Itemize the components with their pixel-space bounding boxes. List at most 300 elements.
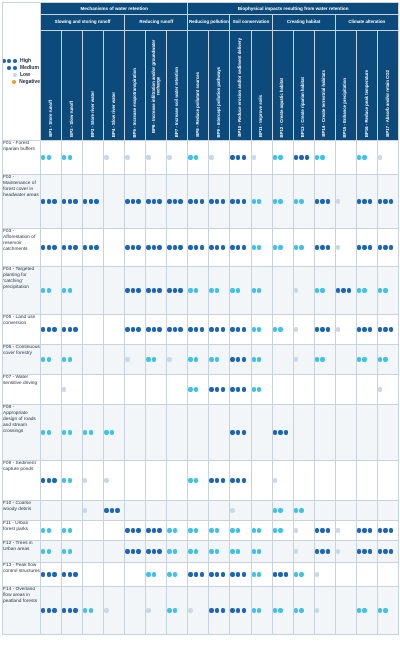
rating-cell	[62, 267, 83, 315]
rating-dot	[221, 387, 225, 391]
header-mechanisms: Mechanisms of water retention	[41, 3, 188, 15]
rating-cell	[251, 521, 272, 541]
row-label: F12 - Trees in Urban areas	[3, 541, 41, 563]
rating-cell	[41, 315, 62, 345]
bp-label: BP12 - Create aquatic habitat	[279, 77, 285, 137]
rating-cell	[377, 541, 398, 563]
rating-dot	[200, 245, 204, 249]
rating-dot	[242, 608, 246, 612]
rating-cell	[251, 405, 272, 461]
rating-cell	[83, 175, 104, 229]
rating-dot	[215, 288, 219, 292]
rating-dot	[383, 357, 387, 361]
rating-dot	[146, 155, 150, 159]
rating-dot	[294, 155, 298, 159]
rating-dot	[157, 245, 161, 249]
rating-dot	[83, 199, 87, 203]
rating-dot	[362, 288, 366, 292]
rating-dot	[73, 608, 77, 612]
rating-dot	[167, 572, 171, 576]
rating-dot	[305, 155, 309, 159]
bp-column-header	[146, 31, 167, 141]
rating-dot	[236, 155, 240, 159]
rating-cell	[356, 587, 377, 635]
rating-dot	[62, 608, 66, 612]
rating-cell	[356, 563, 377, 587]
rating-dot	[368, 528, 372, 532]
bp-column-header	[209, 31, 230, 141]
rating-dot	[62, 478, 66, 482]
rating-dot	[362, 549, 366, 553]
rating-cell	[188, 229, 209, 267]
rating-cell	[272, 229, 293, 267]
rating-dot	[284, 572, 288, 576]
row-label: F11 - Urban forest parks	[3, 521, 41, 541]
rating-dot	[47, 608, 51, 612]
rating-cell	[356, 315, 377, 345]
rating-cell	[62, 563, 83, 587]
rating-dot	[357, 155, 361, 159]
rating-cell	[188, 587, 209, 635]
rating-dot	[299, 199, 303, 203]
rating-cell	[188, 563, 209, 587]
rating-dot	[41, 478, 45, 482]
rating-cell	[293, 267, 314, 315]
rating-cell	[167, 541, 188, 563]
rating-dot	[221, 608, 225, 612]
rating-dot	[242, 478, 246, 482]
rating-dot	[294, 288, 298, 292]
rating-cell	[146, 541, 167, 563]
rating-cell	[335, 267, 356, 315]
rating-cell	[377, 405, 398, 461]
bp-label: BP2 - Slow runoff	[68, 101, 74, 137]
rating-cell	[293, 175, 314, 229]
rating-cell	[251, 587, 272, 635]
rating-dot	[7, 66, 11, 70]
rating-dot	[215, 549, 219, 553]
bp-label: BP16 - Reduce peak temperature	[363, 69, 369, 137]
rating-cell	[146, 405, 167, 461]
rating-dot	[273, 528, 277, 532]
rating-cell	[83, 229, 104, 267]
rating-cell	[377, 345, 398, 375]
rating-dot	[152, 288, 156, 292]
bp-label: BP1 - Store runoff	[47, 100, 53, 137]
rating-cell	[314, 175, 335, 229]
rating-dot	[68, 327, 72, 331]
rating-cell	[335, 563, 356, 587]
bp-column-header	[167, 31, 188, 141]
rating-cell	[146, 375, 167, 405]
rating-dot	[326, 549, 330, 553]
rating-dot	[209, 357, 213, 361]
rating-cell	[293, 375, 314, 405]
rating-dot	[236, 608, 240, 612]
rating-dot	[131, 199, 135, 203]
rating-cell	[209, 175, 230, 229]
rating-cell	[125, 229, 146, 267]
rating-cell	[62, 345, 83, 375]
row-label: F03 - Afforestation of reservoir catchments	[3, 229, 41, 267]
rating-dot	[68, 608, 72, 612]
rating-dot	[136, 245, 140, 249]
rating-cell	[41, 405, 62, 461]
rating-dot	[136, 288, 140, 292]
rating-cell	[335, 345, 356, 375]
rating-dot	[320, 357, 324, 361]
rating-dot	[230, 327, 234, 331]
rating-dot	[194, 528, 198, 532]
rating-cell	[104, 315, 125, 345]
bp-column-header	[314, 31, 335, 141]
rating-dot	[209, 549, 213, 553]
rating-dot	[167, 199, 171, 203]
rating-dot	[357, 528, 361, 532]
rating-dot	[257, 572, 261, 576]
rating-dot	[357, 549, 361, 553]
row-label: F07 - Water sensitive driving	[3, 375, 41, 405]
rating-cell	[167, 267, 188, 315]
rating-dot	[357, 608, 361, 612]
row-label: F13 - Peak flow control structures	[3, 563, 41, 587]
rating-cell	[146, 175, 167, 229]
rating-dot	[357, 245, 361, 249]
rating-cell	[83, 501, 104, 521]
rating-dot	[315, 199, 319, 203]
rating-dot	[252, 327, 256, 331]
rating-cell	[125, 141, 146, 175]
rating-dot	[146, 528, 150, 532]
rating-cell	[41, 563, 62, 587]
rating-cell	[104, 521, 125, 541]
rating-dot	[378, 387, 382, 391]
rating-dot	[326, 528, 330, 532]
rating-dot	[257, 199, 261, 203]
rating-cell	[62, 501, 83, 521]
rating-dot	[341, 288, 345, 292]
rating-dot	[110, 430, 114, 434]
rating-dot	[188, 528, 192, 532]
rating-cell	[146, 345, 167, 375]
rating-dot	[194, 288, 198, 292]
rating-dot	[236, 245, 240, 249]
rating-cell	[167, 345, 188, 375]
legend	[3, 3, 41, 141]
rating-dot	[13, 59, 17, 63]
rating-dot	[230, 357, 234, 361]
rating-dot	[315, 608, 319, 612]
rating-dot	[152, 245, 156, 249]
rating-dot	[47, 245, 51, 249]
rating-dot	[236, 528, 240, 532]
rating-cell	[125, 175, 146, 229]
legend-label: Medium	[20, 65, 39, 71]
rating-dot	[167, 528, 171, 532]
rating-cell	[62, 375, 83, 405]
rating-cell	[293, 541, 314, 563]
rating-dot	[12, 80, 16, 84]
rating-dot	[115, 508, 119, 512]
rating-dot	[357, 288, 361, 292]
rating-dot	[252, 199, 256, 203]
rating-dot	[146, 549, 150, 553]
rating-cell	[125, 563, 146, 587]
rating-cell	[167, 229, 188, 267]
rating-dot	[294, 357, 298, 361]
rating-cell	[62, 587, 83, 635]
rating-dot	[336, 245, 340, 249]
subgroup-header: Soil conservation	[230, 15, 272, 31]
rating-cell	[83, 461, 104, 501]
rating-cell	[230, 587, 251, 635]
rating-dot	[157, 327, 161, 331]
rating-cell	[125, 541, 146, 563]
rating-cell	[272, 521, 293, 541]
rating-cell	[62, 461, 83, 501]
rating-dot	[315, 155, 319, 159]
rating-cell	[209, 315, 230, 345]
rating-dot	[68, 478, 72, 482]
rating-cell	[356, 461, 377, 501]
rating-dot	[236, 478, 240, 482]
rating-cell	[83, 521, 104, 541]
rating-cell	[377, 315, 398, 345]
legend-item	[3, 72, 40, 79]
bp-label: BP13 - Create riparian habitat	[300, 76, 306, 137]
rating-dot	[257, 245, 261, 249]
rating-cell	[314, 501, 335, 521]
rating-dot	[389, 199, 393, 203]
rating-dot	[368, 199, 372, 203]
rating-cell	[251, 345, 272, 375]
row-label: F08 - Appropriate design of roads and stream crossings	[3, 405, 41, 461]
rating-dot	[94, 245, 98, 249]
matrix-row	[3, 141, 399, 175]
rating-cell	[230, 315, 251, 345]
rating-dot	[62, 288, 66, 292]
rating-dot	[178, 245, 182, 249]
rating-dot	[294, 508, 298, 512]
rating-dot	[41, 430, 45, 434]
rating-cell	[314, 563, 335, 587]
rating-dot	[320, 549, 324, 553]
rating-cell	[104, 141, 125, 175]
rating-dot	[47, 572, 51, 576]
rating-cell	[230, 501, 251, 521]
rating-dot	[347, 288, 351, 292]
rating-dot	[215, 608, 219, 612]
matrix-row	[3, 405, 399, 461]
rating-dot	[3, 59, 6, 63]
rating-cell	[167, 563, 188, 587]
rating-dot	[278, 430, 282, 434]
rating-dot	[257, 357, 261, 361]
rating-cell	[251, 267, 272, 315]
rating-dot	[188, 327, 192, 331]
rating-cell	[272, 175, 293, 229]
rating-dot	[167, 245, 171, 249]
rating-cell	[335, 229, 356, 267]
rating-cell	[251, 563, 272, 587]
rating-cell	[377, 461, 398, 501]
rating-dot	[315, 245, 319, 249]
rating-cell	[167, 521, 188, 541]
rating-cell	[230, 461, 251, 501]
rating-dot	[83, 608, 87, 612]
rating-cell	[293, 587, 314, 635]
rating-dot	[62, 430, 66, 434]
rating-cell	[104, 587, 125, 635]
rating-dot	[41, 357, 45, 361]
rating-dot	[188, 549, 192, 553]
rating-dot	[383, 288, 387, 292]
rating-cell	[167, 141, 188, 175]
rating-cell	[230, 541, 251, 563]
rating-cell	[377, 501, 398, 521]
rating-dot	[125, 357, 129, 361]
rating-cell	[41, 375, 62, 405]
rating-dot	[383, 327, 387, 331]
rating-cell	[230, 563, 251, 587]
rating-cell	[377, 587, 398, 635]
rating-cell	[251, 141, 272, 175]
rating-cell	[209, 501, 230, 521]
rating-cell	[83, 563, 104, 587]
bp-column-header	[377, 31, 398, 141]
rating-cell	[188, 175, 209, 229]
matrix-row	[3, 267, 399, 315]
rating-dot	[125, 288, 129, 292]
rating-dot	[378, 199, 382, 203]
rating-dot	[230, 528, 234, 532]
rating-dot	[215, 387, 219, 391]
rating-cell	[41, 345, 62, 375]
rating-dot	[320, 245, 324, 249]
rating-dot	[146, 327, 150, 331]
rating-cell	[293, 461, 314, 501]
rating-cell	[83, 315, 104, 345]
rating-dot	[194, 327, 198, 331]
bp-label: BP8 - Reduce pollutant sources	[195, 72, 201, 137]
rating-dot	[62, 387, 66, 391]
rating-dot	[157, 199, 161, 203]
rating-dot	[257, 528, 261, 532]
row-label: F10 - Coarse woody debris	[3, 501, 41, 521]
rating-cell	[314, 267, 335, 315]
rating-dot	[294, 199, 298, 203]
rating-dot	[152, 528, 156, 532]
rating-dot	[315, 327, 319, 331]
matrix-row	[3, 563, 399, 587]
rating-dot	[383, 549, 387, 553]
rating-dot	[236, 387, 240, 391]
rating-cell	[188, 267, 209, 315]
rating-cell	[293, 563, 314, 587]
rating-dot	[215, 572, 219, 576]
rating-cell	[41, 175, 62, 229]
rating-dot	[278, 245, 282, 249]
rating-dot	[357, 357, 361, 361]
bp-label: BP10 - Reduce erosion and/or sediment delivery	[237, 38, 243, 137]
rating-cell	[335, 405, 356, 461]
rating-dot	[52, 245, 56, 249]
rating-dot	[52, 572, 56, 576]
rating-cell	[167, 315, 188, 345]
rating-dot	[167, 549, 171, 553]
subgroup-header: Slowing and storing runoff	[41, 15, 125, 31]
rating-dot	[104, 608, 108, 612]
rating-dot	[178, 288, 182, 292]
matrix-row	[3, 461, 399, 501]
rating-dot	[62, 528, 66, 532]
rating-dot	[294, 245, 298, 249]
rating-dot	[167, 288, 171, 292]
rating-dot	[62, 572, 66, 576]
rating-cell	[41, 501, 62, 521]
rating-cell	[104, 345, 125, 375]
rating-dot	[209, 327, 213, 331]
rating-dot	[221, 572, 225, 576]
rating-cell	[314, 229, 335, 267]
rating-dot	[41, 549, 45, 553]
rating-dot	[209, 387, 213, 391]
legend-item	[3, 65, 40, 72]
rating-cell	[230, 375, 251, 405]
rating-cell	[125, 315, 146, 345]
rating-dot	[131, 327, 135, 331]
rating-cell	[41, 521, 62, 541]
rating-cell	[62, 229, 83, 267]
rating-dot	[299, 508, 303, 512]
rating-dot	[68, 288, 72, 292]
rating-dot	[47, 478, 51, 482]
rating-cell	[104, 375, 125, 405]
rating-cell	[188, 315, 209, 345]
rating-dot	[378, 528, 382, 532]
rating-cell	[272, 267, 293, 315]
legend-item	[3, 79, 40, 86]
rating-dot	[215, 357, 219, 361]
rating-dot	[336, 288, 340, 292]
rating-dot	[221, 199, 225, 203]
rating-dot	[326, 199, 330, 203]
rating-cell	[62, 141, 83, 175]
rating-dot	[188, 288, 192, 292]
rating-cell	[167, 375, 188, 405]
rating-dot	[125, 199, 129, 203]
rating-dot	[209, 199, 213, 203]
rating-cell	[146, 315, 167, 345]
rating-cell	[293, 405, 314, 461]
rating-cell	[83, 541, 104, 563]
rating-dot	[252, 549, 256, 553]
rating-dot	[167, 357, 171, 361]
rating-dot	[242, 357, 246, 361]
rating-cell	[62, 521, 83, 541]
rating-cell	[314, 587, 335, 635]
rating-dot	[230, 549, 234, 553]
rating-dot	[230, 199, 234, 203]
rating-dot	[41, 327, 45, 331]
bp-column-header	[41, 31, 62, 141]
subgroup-header: Creating habitat	[272, 15, 335, 31]
rating-cell	[41, 541, 62, 563]
bp-label: BP7 - Increase soil water retention	[174, 66, 180, 137]
rating-dot	[136, 199, 140, 203]
rating-cell	[272, 501, 293, 521]
rating-dot	[131, 288, 135, 292]
